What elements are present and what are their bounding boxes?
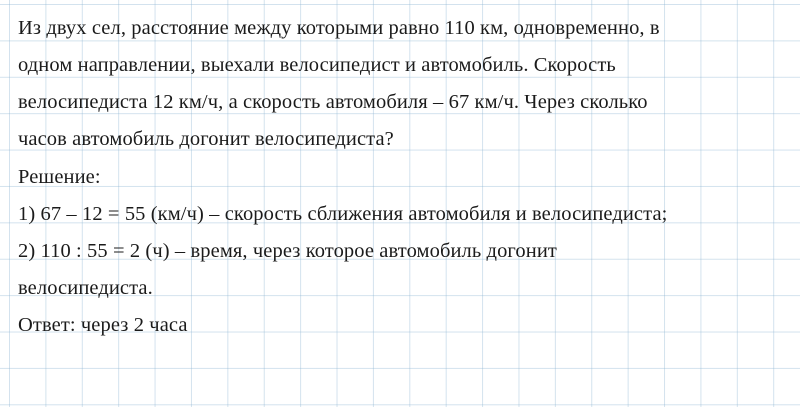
worksheet-content bbox=[18, 10, 790, 344]
solution-step: велосипедиста. bbox=[18, 277, 153, 299]
problem-line: велосипедиста 12 км/ч, а скорость автомобиля – 67 км/ч. Через сколько bbox=[18, 91, 648, 113]
answer-line: Ответ: через 2 часа bbox=[18, 314, 188, 336]
problem-line: часов автомобиль догонит велосипедиста? bbox=[18, 128, 394, 150]
solution-step: 2) 110 : 55 = 2 (ч) – время, через которое автомобиль догонит bbox=[18, 240, 557, 262]
solution-step: 1) 67 – 12 = 55 (км/ч) – скорость сближения автомобиля и велосипедиста; bbox=[18, 203, 668, 225]
problem-line: одном направлении, выехали велосипедист и автомобиль. Скорость bbox=[18, 54, 616, 76]
problem-line: Из двух сел, расстояние между которыми равно 110 км, одновременно, в bbox=[18, 17, 660, 39]
solution-heading: Решение: bbox=[18, 166, 101, 188]
